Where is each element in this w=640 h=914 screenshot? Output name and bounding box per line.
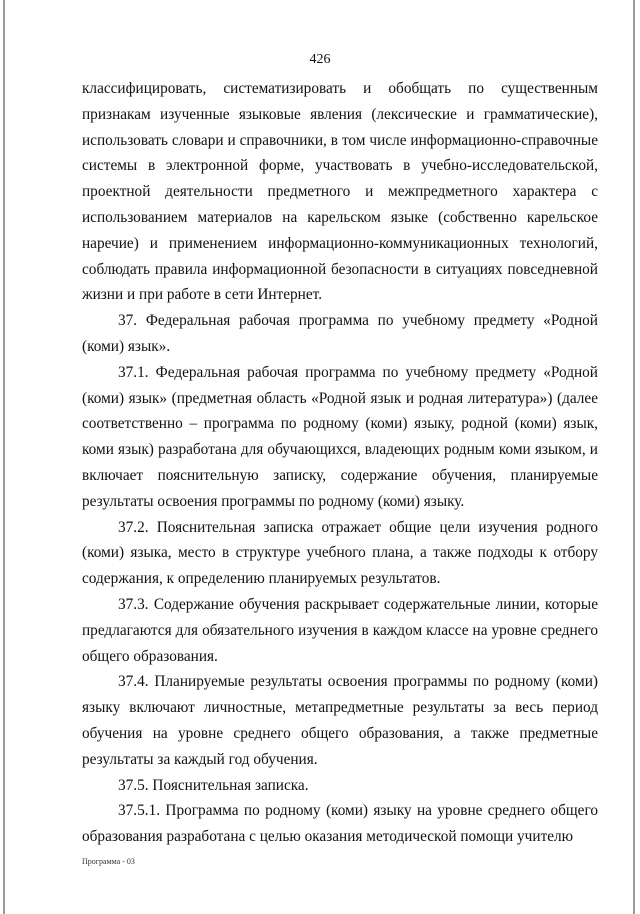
- page-number: 426: [309, 52, 331, 67]
- paragraph-section-37-2: 37.2. Пояснительная записка отражает общие цели изучения родного (коми) языка, место в структуре учебного плана, а также подходы к отбору содержания, к определению планируемых результатов.: [82, 518, 598, 588]
- scan-edge-left: [3, 0, 5, 914]
- scan-edge-right: [633, 0, 635, 914]
- paragraph-section-37-3: 37.3. Содержание обучения раскрывает содержательные линии, которые предлагаются для обязательного изучения в каждом классе на уровне среднего общего образования.: [82, 595, 598, 665]
- paragraph-continuation: классифицировать, систематизировать и обобщать по существенным признакам изученные языковые явления (лексические и грамматические), использовать словари и справочники, в том числе информационно-справочные системы в электронной форме, участвовать в учебно-исследовательской, проектной деятельности предметного и межпредметного характера с использованием материалов на карельском языке (собственно карельское наречие) и применением информационно-коммуникационных технологий, соблюдать правила информационной безопасности в ситуациях повседневной жизни и при работе в сети Интернет.: [82, 80, 598, 304]
- paragraph-section-37-4: 37.4. Планируемые результаты освоения программы по родному (коми) языку включают личностные, метапредметные результаты за весь период обучения на уровне среднего общего образования, а также предметные результаты за каждый год обучения.: [82, 673, 598, 768]
- paragraph-section-37-1: 37.1. Федеральная рабочая программа по учебному предмету «Родной (коми) язык» (предметная область «Родной язык и родная литература») (далее соответственно – программа по родному (коми) языку, родной (коми) язык, коми язык) разработана для обучающихся, владеющих родным коми языком, и включает пояснительную записку, содержание обучения, планируемые результаты освоения программы по родному (коми) языку.: [82, 363, 598, 510]
- paragraph-section-37-5-1: 37.5.1. Программа по родному (коми) языку на уровне среднего общего образования разработана с целью оказания методической помощи учителю: [82, 802, 598, 846]
- paragraph-section-37-5: 37.5. Пояснительная записка.: [118, 776, 309, 794]
- paragraph-section-37: 37. Федеральная рабочая программа по учебному предмету «Родной (коми) язык».: [82, 312, 598, 355]
- body-text: [82, 76, 598, 850]
- footer-label: Программа - 03: [82, 857, 135, 866]
